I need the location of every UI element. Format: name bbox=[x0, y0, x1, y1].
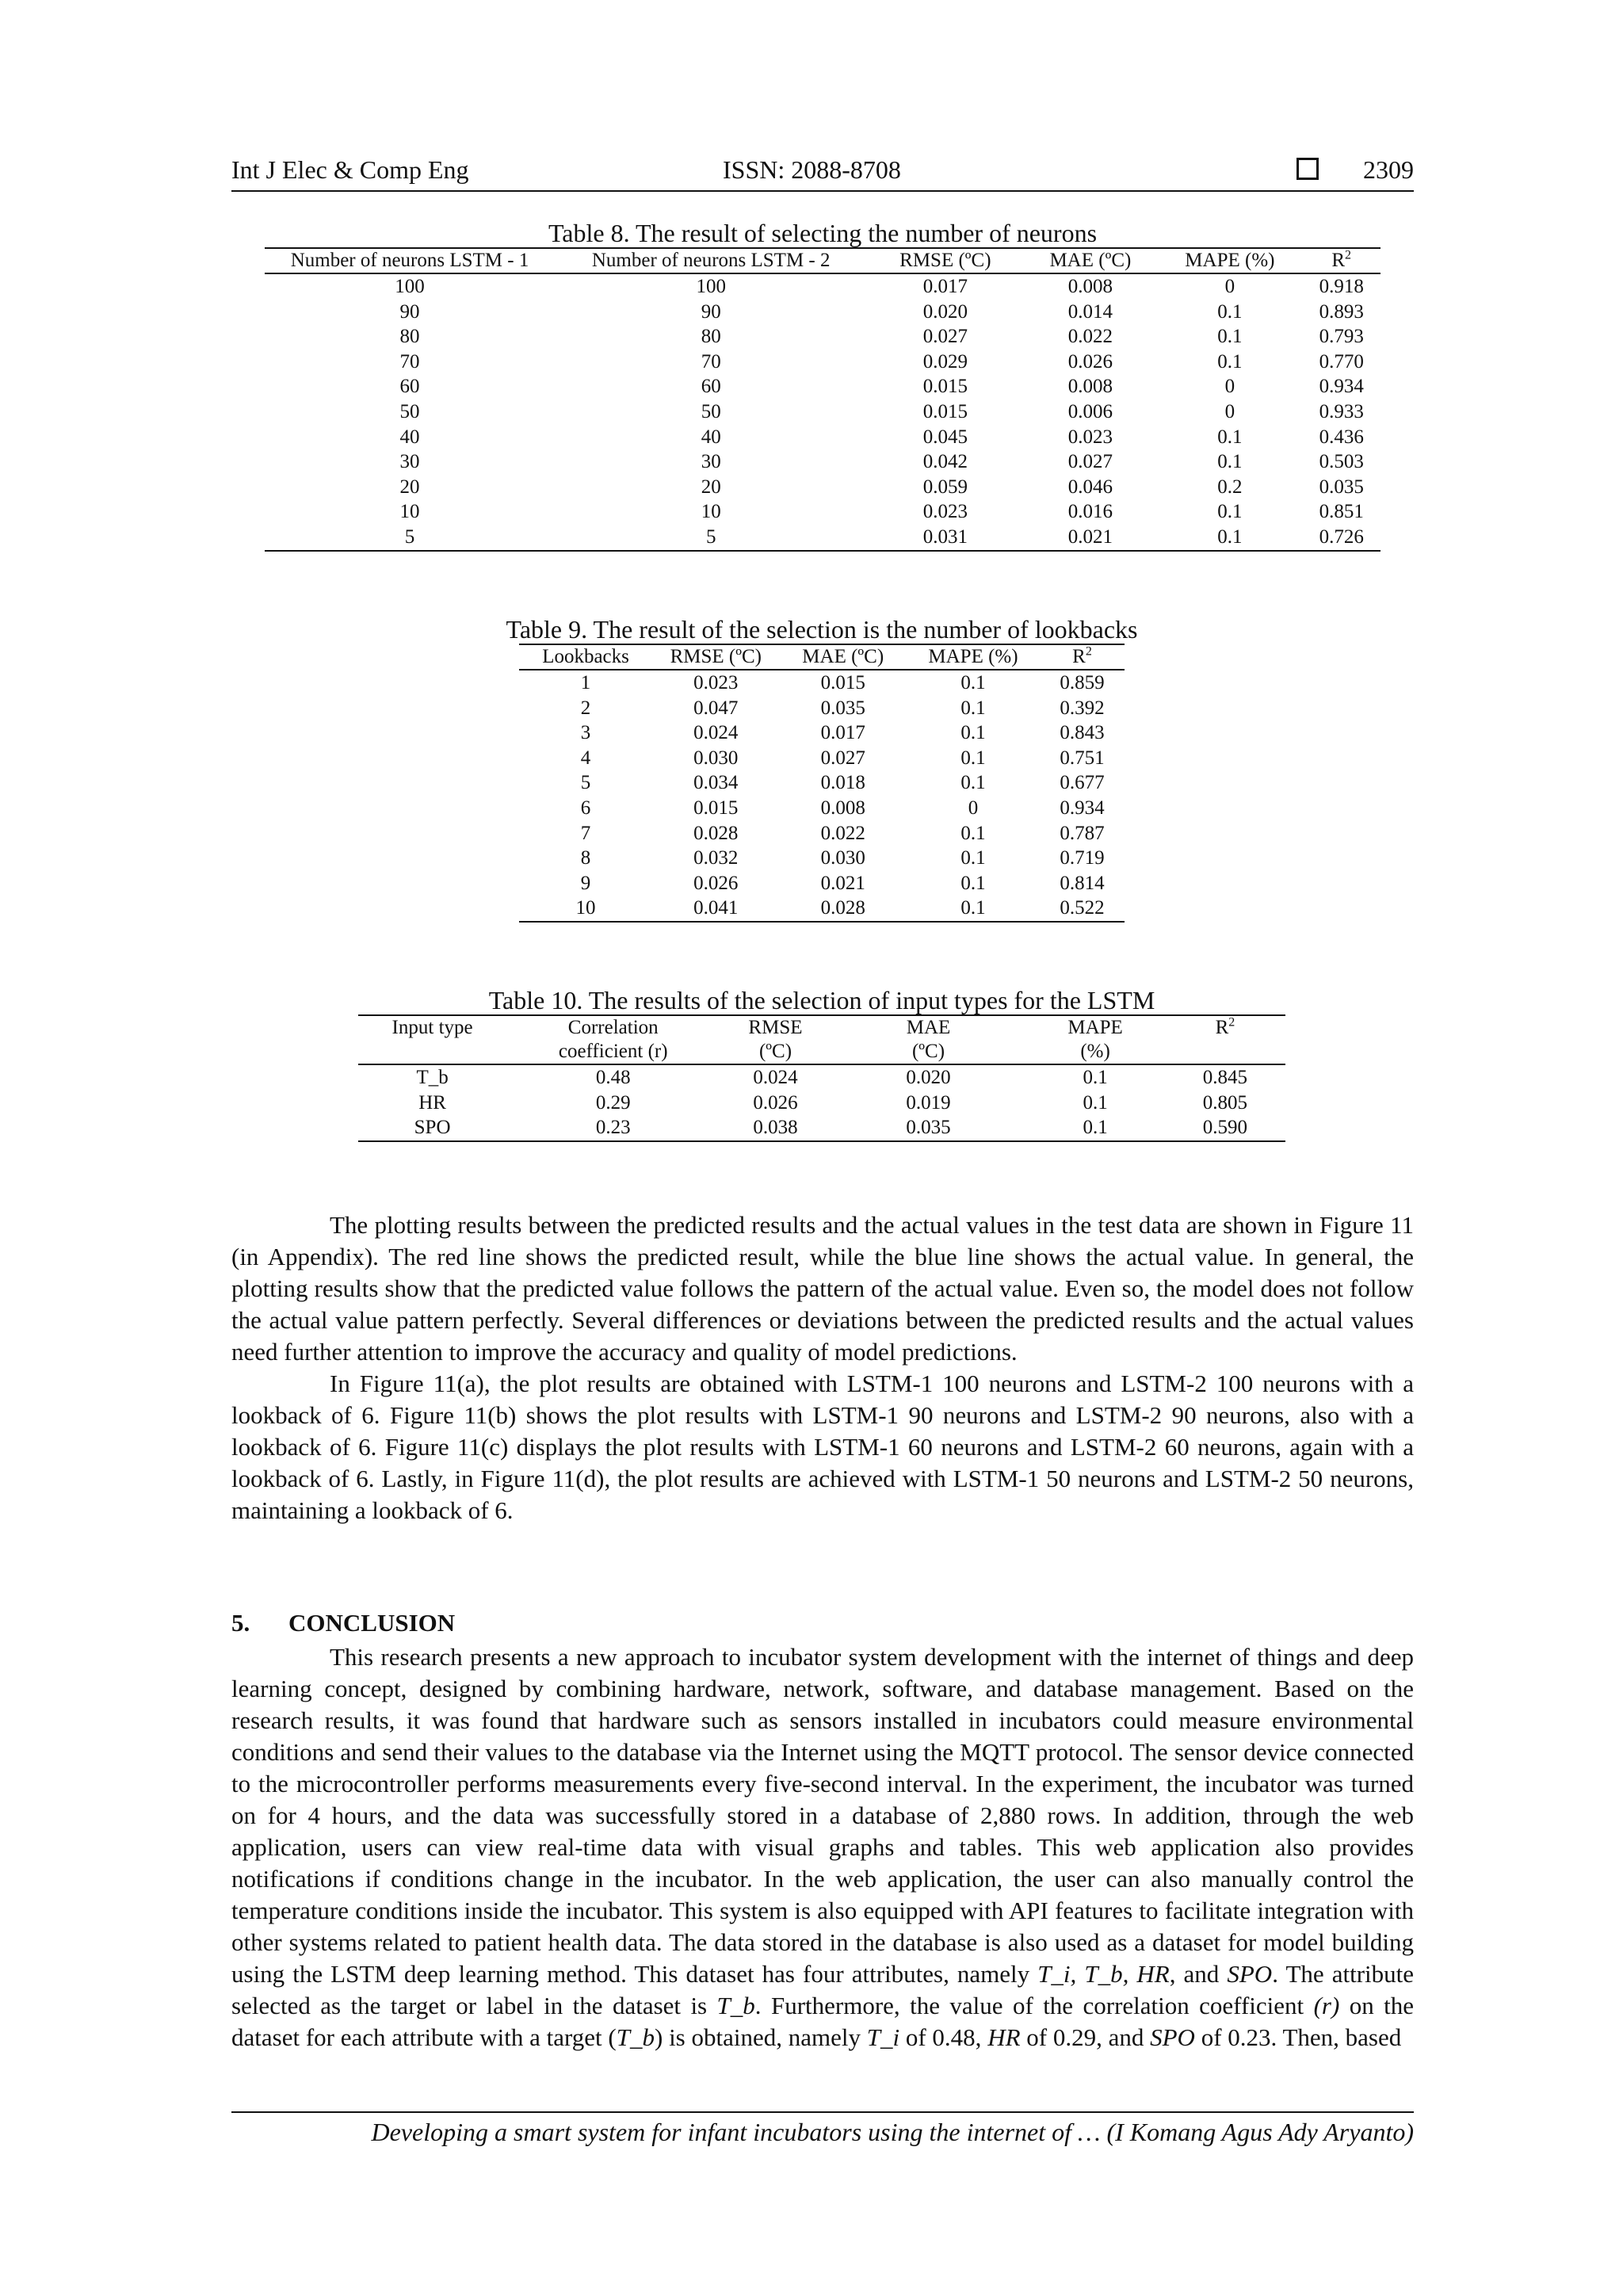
table-cell: 0.1 bbox=[1217, 350, 1243, 372]
column-header bbox=[1025, 1040, 1165, 1064]
table-cell: 0.751 bbox=[1060, 747, 1105, 769]
table-cell: 0.021 bbox=[1023, 525, 1157, 551]
table-row bbox=[519, 746, 1125, 771]
table-cell: 0.046 bbox=[1067, 476, 1113, 498]
table-cell: 70 bbox=[701, 350, 721, 372]
table-cell: 0.719 bbox=[1060, 847, 1105, 869]
table-cell: 0.503 bbox=[1319, 451, 1364, 473]
column-header-label: Input type bbox=[391, 1017, 473, 1038]
column-header-label: MAPE bbox=[1067, 1017, 1123, 1038]
column-header bbox=[780, 644, 907, 670]
table-cell: 0.1 bbox=[1157, 525, 1302, 551]
table-cell: 0.027 bbox=[1067, 451, 1113, 473]
table-cell: 0.1 bbox=[960, 747, 986, 769]
table-cell: 0.787 bbox=[1060, 822, 1105, 844]
column-header-label: MAPE (%) bbox=[928, 646, 1018, 667]
table-cell: 20 bbox=[399, 476, 420, 498]
table-cell: 0.022 bbox=[1067, 326, 1113, 348]
table-cell: 0.590 bbox=[1165, 1115, 1285, 1141]
column-header bbox=[506, 1015, 720, 1040]
table-row bbox=[519, 896, 1125, 922]
table-cell: 0.814 bbox=[1060, 872, 1105, 894]
table-cell: 0.032 bbox=[693, 847, 739, 869]
table-row bbox=[358, 1064, 1285, 1091]
table-cell: 0.934 bbox=[1319, 376, 1364, 398]
column-header bbox=[720, 1040, 831, 1064]
italic-ti: T_i bbox=[866, 2023, 900, 2051]
table-cell: 0.1 bbox=[1025, 1115, 1165, 1141]
paragraph-figure-11-overview: The plotting results between the predicted results and the actual values in the test data are shown in Figure 11 (in Appendix). The red line shows the predicted result, while the blue line shows the actual value. In general, the plotting results show that the predicted value follows the pattern of the actual value. Even so, the model does not follow the actual value pattern perfectly. Several differences or deviations between the predicted results and the actual values need further attention to improve the accuracy and quality of model predictions. bbox=[231, 1211, 1414, 1366]
table-cell: 0.030 bbox=[693, 747, 739, 769]
table-row bbox=[519, 821, 1125, 846]
table-cell: 0.017 bbox=[820, 722, 865, 744]
table-cell: 100 bbox=[696, 276, 726, 297]
table-cell: HR bbox=[418, 1091, 446, 1114]
column-header bbox=[265, 248, 555, 273]
table-cell: 0.017 bbox=[922, 276, 968, 297]
column-header bbox=[1165, 1040, 1285, 1064]
table-cell: 0.1 bbox=[960, 722, 986, 744]
table-cell: 0.023 bbox=[693, 672, 739, 693]
text-run: . Furthermore, the value of the correlation coefficient bbox=[754, 1992, 1314, 2019]
table-cell: 0.035 bbox=[1319, 476, 1364, 498]
table-row bbox=[265, 425, 1381, 450]
table-cell: 0.016 bbox=[1067, 501, 1113, 523]
table-cell: 1 bbox=[580, 672, 591, 693]
italic-hr: HR bbox=[987, 2023, 1021, 2051]
table-row bbox=[265, 350, 1381, 375]
italic-tb: T_b bbox=[716, 1992, 755, 2019]
table-cell: 0.035 bbox=[831, 1115, 1026, 1141]
table-cell: 0.023 bbox=[1067, 426, 1113, 448]
table-cell: 0.2 bbox=[1217, 476, 1243, 498]
column-header-label: MAPE (%) bbox=[1185, 250, 1275, 271]
footer-rule bbox=[231, 2111, 1414, 2113]
table-cell: 0.008 bbox=[1067, 276, 1113, 297]
table-cell: 0.1 bbox=[960, 847, 986, 869]
column-header bbox=[1165, 1015, 1285, 1040]
table-row bbox=[265, 475, 1381, 500]
table-row bbox=[265, 374, 1381, 399]
table-cell: 5 bbox=[580, 772, 591, 794]
table-cell: 0.1 bbox=[1217, 326, 1243, 348]
table-cell: 0.041 bbox=[652, 896, 779, 922]
table-cell: 0.034 bbox=[693, 772, 739, 794]
table-cell: 50 bbox=[399, 400, 420, 422]
square-icon bbox=[1296, 158, 1319, 180]
table-cell: 0.851 bbox=[1319, 501, 1364, 523]
table-cell: 30 bbox=[399, 451, 420, 473]
table-cell: 50 bbox=[701, 400, 721, 422]
column-header-label: coefficient (r) bbox=[558, 1041, 668, 1062]
column-header bbox=[1302, 248, 1381, 273]
table-cell: 0.038 bbox=[720, 1115, 831, 1141]
table-cell: 10 bbox=[701, 501, 721, 523]
paragraph-conclusion bbox=[231, 1641, 1414, 2053]
table-cell: 0.018 bbox=[820, 772, 865, 794]
column-header-label: Lookbacks bbox=[542, 646, 629, 667]
results-discussion bbox=[231, 1209, 1414, 1526]
table-cell: 0.1 bbox=[960, 772, 986, 794]
table-cell: 4 bbox=[580, 747, 591, 769]
page-number-block bbox=[1296, 155, 1414, 185]
table-cell: 0.020 bbox=[922, 300, 968, 323]
table-row bbox=[519, 846, 1125, 871]
table-cell: 0.1 bbox=[1217, 426, 1243, 448]
table-cell: 0.008 bbox=[820, 797, 865, 819]
table-cell: 0.026 bbox=[1067, 350, 1113, 372]
table-cell: 0.436 bbox=[1319, 426, 1364, 448]
table-cell: 0.006 bbox=[1067, 400, 1113, 422]
table-cell: 0.805 bbox=[1202, 1091, 1248, 1114]
table-cell: 0.015 bbox=[922, 376, 968, 398]
table-cell: 0.1 bbox=[960, 672, 986, 693]
table-cell: 0.522 bbox=[1040, 896, 1125, 922]
table-cell: 0.035 bbox=[820, 697, 865, 719]
table-row bbox=[265, 449, 1381, 475]
table-row bbox=[358, 1091, 1285, 1116]
table-cell: 5 bbox=[555, 525, 867, 551]
table-cell: 60 bbox=[701, 376, 721, 398]
table-cell: 0.1 bbox=[1217, 451, 1243, 473]
table-cell: 0.022 bbox=[820, 822, 865, 844]
column-header bbox=[831, 1015, 1026, 1040]
table-cell: 0.934 bbox=[1060, 797, 1105, 819]
table-cell: 0.026 bbox=[753, 1091, 798, 1114]
table-cell: 0.392 bbox=[1060, 697, 1105, 719]
table-cell: 0.028 bbox=[780, 896, 907, 922]
table-cell: 3 bbox=[580, 722, 591, 744]
table-row bbox=[265, 300, 1381, 325]
column-header bbox=[907, 644, 1040, 670]
column-header bbox=[831, 1040, 1026, 1064]
column-header bbox=[555, 248, 867, 273]
column-header bbox=[506, 1040, 720, 1064]
paragraph-figure-11-details: In Figure 11(a), the plot results are obtained with LSTM-1 100 neurons and LSTM-2 100 neurons with a lookback of 6. Figure 11(b) shows the plot results with LSTM-1 90 neurons and LSTM-2 90 neurons, also with a lookback of 6. Figure 11(c) displays the plot results with LSTM-1 60 neurons and LSTM-2 60 neurons, again with a lookback of 6. Lastly, in Figure 11(d), the plot results are achieved with LSTM-1 50 neurons and LSTM-2 50 neurons, maintaining a lookback of 6. bbox=[231, 1370, 1414, 1524]
table-cell: T_b bbox=[416, 1067, 449, 1088]
table-cell: 0.024 bbox=[693, 722, 739, 744]
table-cell: 0.021 bbox=[820, 872, 865, 894]
table-cell: 0.48 bbox=[595, 1067, 631, 1088]
table-cell: 0.859 bbox=[1060, 672, 1105, 693]
table-cell: 0.1 bbox=[960, 822, 986, 844]
running-footer: Developing a smart system for infant incubators using the internet of … (I Komang Agus Ady Aryanto) bbox=[371, 2118, 1414, 2146]
table-row bbox=[519, 770, 1125, 796]
table-8 bbox=[265, 219, 1381, 552]
column-header-label: RMSE bbox=[748, 1017, 803, 1038]
superscript-2: 2 bbox=[1228, 1015, 1235, 1030]
column-header-label: Correlation bbox=[567, 1017, 659, 1038]
page-number: 2309 bbox=[1363, 155, 1414, 184]
column-header-label: RMSE (ºC) bbox=[899, 250, 991, 271]
text-run: , and bbox=[1169, 1960, 1228, 1988]
table-cell: 8 bbox=[580, 847, 591, 869]
table-cell: 0.23 bbox=[506, 1115, 720, 1141]
running-header bbox=[231, 155, 1414, 187]
table-cell: 60 bbox=[399, 376, 420, 398]
section-title: CONCLUSION bbox=[288, 1609, 456, 1637]
table-cell: 40 bbox=[701, 426, 721, 448]
italic-r: (r) bbox=[1313, 1992, 1340, 2019]
text-run: ) is obtained, namely bbox=[655, 2023, 867, 2051]
table-cell: 90 bbox=[399, 300, 420, 323]
column-header-label: R bbox=[1331, 250, 1346, 271]
table-cell: 0.028 bbox=[693, 822, 739, 844]
table-cell: 0.843 bbox=[1060, 722, 1105, 744]
conclusion-body bbox=[231, 1641, 1414, 2053]
table-8-grid bbox=[265, 247, 1381, 552]
table-cell: 100 bbox=[395, 276, 425, 297]
table-cell: 0.024 bbox=[753, 1067, 798, 1088]
table-cell: 0 bbox=[1224, 376, 1235, 398]
column-header-label: R bbox=[1215, 1017, 1229, 1038]
table-cell: 0.770 bbox=[1319, 350, 1364, 372]
column-header-label: MAE bbox=[906, 1017, 951, 1038]
table-cell: 0.047 bbox=[693, 697, 739, 719]
text-run: of 0.29, and bbox=[1020, 2023, 1151, 2051]
table-row bbox=[265, 273, 1381, 300]
table-cell: 0.015 bbox=[693, 797, 739, 819]
column-header bbox=[652, 644, 779, 670]
table-row bbox=[519, 696, 1125, 721]
table-cell: 40 bbox=[399, 426, 420, 448]
column-header bbox=[1025, 1015, 1165, 1040]
table-9 bbox=[485, 615, 1159, 923]
table-cell: SPO bbox=[358, 1115, 506, 1141]
table-cell: 0.023 bbox=[922, 501, 968, 523]
table-cell: 0.1 bbox=[960, 697, 986, 719]
table-cell: 2 bbox=[580, 697, 591, 719]
table-cell: 0.045 bbox=[922, 426, 968, 448]
table-cell: 0.1 bbox=[1217, 501, 1243, 523]
column-header bbox=[1040, 644, 1125, 670]
column-header-label: Number of neurons LSTM - 2 bbox=[591, 250, 831, 271]
table-cell: 0.1 bbox=[960, 872, 986, 894]
text-run: of 0.23. Then, based bbox=[1194, 2023, 1402, 2051]
column-header-label: R bbox=[1072, 646, 1086, 667]
table-cell: 0.031 bbox=[867, 525, 1023, 551]
column-header-label: (ºC) bbox=[911, 1041, 945, 1062]
table-cell: 0.015 bbox=[820, 672, 865, 693]
column-header bbox=[358, 1015, 506, 1040]
column-header-label: MAE (ºC) bbox=[802, 646, 884, 667]
column-header-label: (%) bbox=[1080, 1041, 1110, 1062]
table-cell: 0.726 bbox=[1302, 525, 1381, 551]
table-cell: 0.030 bbox=[820, 847, 865, 869]
table-row bbox=[265, 499, 1381, 525]
table-cell: 0.918 bbox=[1319, 276, 1364, 297]
table-row bbox=[519, 720, 1125, 746]
column-header bbox=[1157, 248, 1302, 273]
table-10-grid bbox=[358, 1014, 1285, 1142]
column-header-label: MAE (ºC) bbox=[1049, 250, 1132, 271]
table-cell: 80 bbox=[701, 326, 721, 348]
text-run: on the dataset for each attribute with a target ( bbox=[231, 1992, 1414, 2051]
italic-tb: T_b bbox=[616, 2023, 655, 2051]
header-rule bbox=[231, 190, 1414, 192]
italic-spo: SPO bbox=[1227, 1960, 1273, 1988]
table-8-caption: Table 8. The result of selecting the number of neurons bbox=[548, 219, 1098, 247]
table-cell: 0.026 bbox=[693, 872, 739, 894]
column-header-label: RMSE (ºC) bbox=[670, 646, 762, 667]
table-cell: 6 bbox=[580, 797, 591, 819]
table-cell: 0.042 bbox=[922, 451, 968, 473]
table-cell: 0.029 bbox=[922, 350, 968, 372]
journal-name: Int J Elec & Comp Eng bbox=[231, 155, 469, 184]
table-cell: 0.059 bbox=[922, 476, 968, 498]
superscript-2: 2 bbox=[1345, 248, 1352, 262]
table-row bbox=[265, 399, 1381, 425]
table-cell: 0.027 bbox=[922, 326, 968, 348]
superscript-2: 2 bbox=[1085, 644, 1092, 659]
text-run: . The attribute selected as the target or label in the dataset is bbox=[231, 1960, 1414, 2019]
table-cell: 0.29 bbox=[595, 1091, 631, 1114]
column-header bbox=[867, 248, 1023, 273]
table-cell: 80 bbox=[399, 326, 420, 348]
text-run: of 0.48, bbox=[899, 2023, 988, 2051]
column-header bbox=[519, 644, 652, 670]
table-cell: 10 bbox=[519, 896, 652, 922]
italic-spo: SPO bbox=[1150, 2023, 1195, 2051]
table-cell: 0.1 bbox=[907, 896, 1040, 922]
table-cell: 70 bbox=[399, 350, 420, 372]
italic-attributes: T_i, T_b, HR bbox=[1037, 1960, 1170, 1988]
table-cell: 5 bbox=[265, 525, 555, 551]
text-run: This research presents a new approach to incubator system development with the internet of things and deep learning concept, designed by combining hardware, network, software, and database management. Based on the research results, it was found that hardware such as sensors installed in incubators could measure environmental conditions and send their values to the database via the Internet using the MQTT protocol. The sensor device connected to the microcontroller performs measurements every five-second interval. In the experiment, the incubator was turned on for 4 hours, and the data was successfully stored in a database of 2,880 rows. In addition, through the web application, users can view real-time data with visual graphs and tables. This web application also provides notifications if conditions change in the incubator. In the web application, the user can also manually control the temperature conditions inside the incubator. This system is also equipped with API features to facilitate integration with other systems related to patient health data. The data stored in the database is also used as a dataset for model building using the LSTM deep learning method. This dataset has four attributes, namely bbox=[231, 1643, 1414, 1988]
table-cell: 0 bbox=[968, 797, 979, 819]
table-row bbox=[265, 324, 1381, 350]
issn: ISSN: 2088-8708 bbox=[723, 155, 901, 184]
column-header bbox=[720, 1015, 831, 1040]
table-10-caption: Table 10. The results of the selection of input types for the LSTM bbox=[488, 986, 1155, 1014]
column-header bbox=[1023, 248, 1157, 273]
table-row bbox=[358, 1115, 1285, 1141]
table-cell: 0.008 bbox=[1067, 376, 1113, 398]
table-cell: 0 bbox=[1224, 400, 1235, 422]
table-cell: 0.933 bbox=[1319, 400, 1364, 422]
table-cell: 0.027 bbox=[820, 747, 865, 769]
table-cell: 9 bbox=[580, 872, 591, 894]
table-row bbox=[265, 525, 1381, 551]
column-header-label: (ºC) bbox=[758, 1041, 792, 1062]
table-row bbox=[519, 670, 1125, 696]
column-header bbox=[358, 1040, 506, 1064]
table-cell: 0.793 bbox=[1319, 326, 1364, 348]
table-cell: 0 bbox=[1224, 276, 1235, 297]
table-row bbox=[519, 871, 1125, 896]
table-cell: 0.677 bbox=[1060, 772, 1105, 794]
table-cell: 0.845 bbox=[1202, 1067, 1248, 1088]
table-cell: 30 bbox=[701, 451, 721, 473]
table-cell: 0.015 bbox=[922, 400, 968, 422]
table-cell: 0.019 bbox=[906, 1091, 951, 1114]
table-9-grid bbox=[519, 644, 1125, 923]
column-header-label: Number of neurons LSTM - 1 bbox=[290, 250, 529, 271]
table-cell: 0.014 bbox=[1067, 300, 1113, 323]
table-cell: 20 bbox=[701, 476, 721, 498]
table-9-caption: Table 9. The result of the selection is the number of lookbacks bbox=[506, 615, 1138, 644]
table-10 bbox=[358, 986, 1285, 1142]
section-heading-conclusion bbox=[231, 1609, 455, 1637]
table-cell: 10 bbox=[399, 501, 420, 523]
table-cell: 0.1 bbox=[1217, 300, 1243, 323]
table-cell: 90 bbox=[701, 300, 721, 323]
table-cell: 0.1 bbox=[1083, 1091, 1108, 1114]
table-row bbox=[519, 796, 1125, 821]
table-cell: 0.893 bbox=[1319, 300, 1364, 323]
table-cell: 0.020 bbox=[906, 1067, 951, 1088]
table-cell: 0.1 bbox=[1083, 1067, 1108, 1088]
table-cell: 7 bbox=[580, 822, 591, 844]
section-number: 5. bbox=[231, 1609, 250, 1637]
